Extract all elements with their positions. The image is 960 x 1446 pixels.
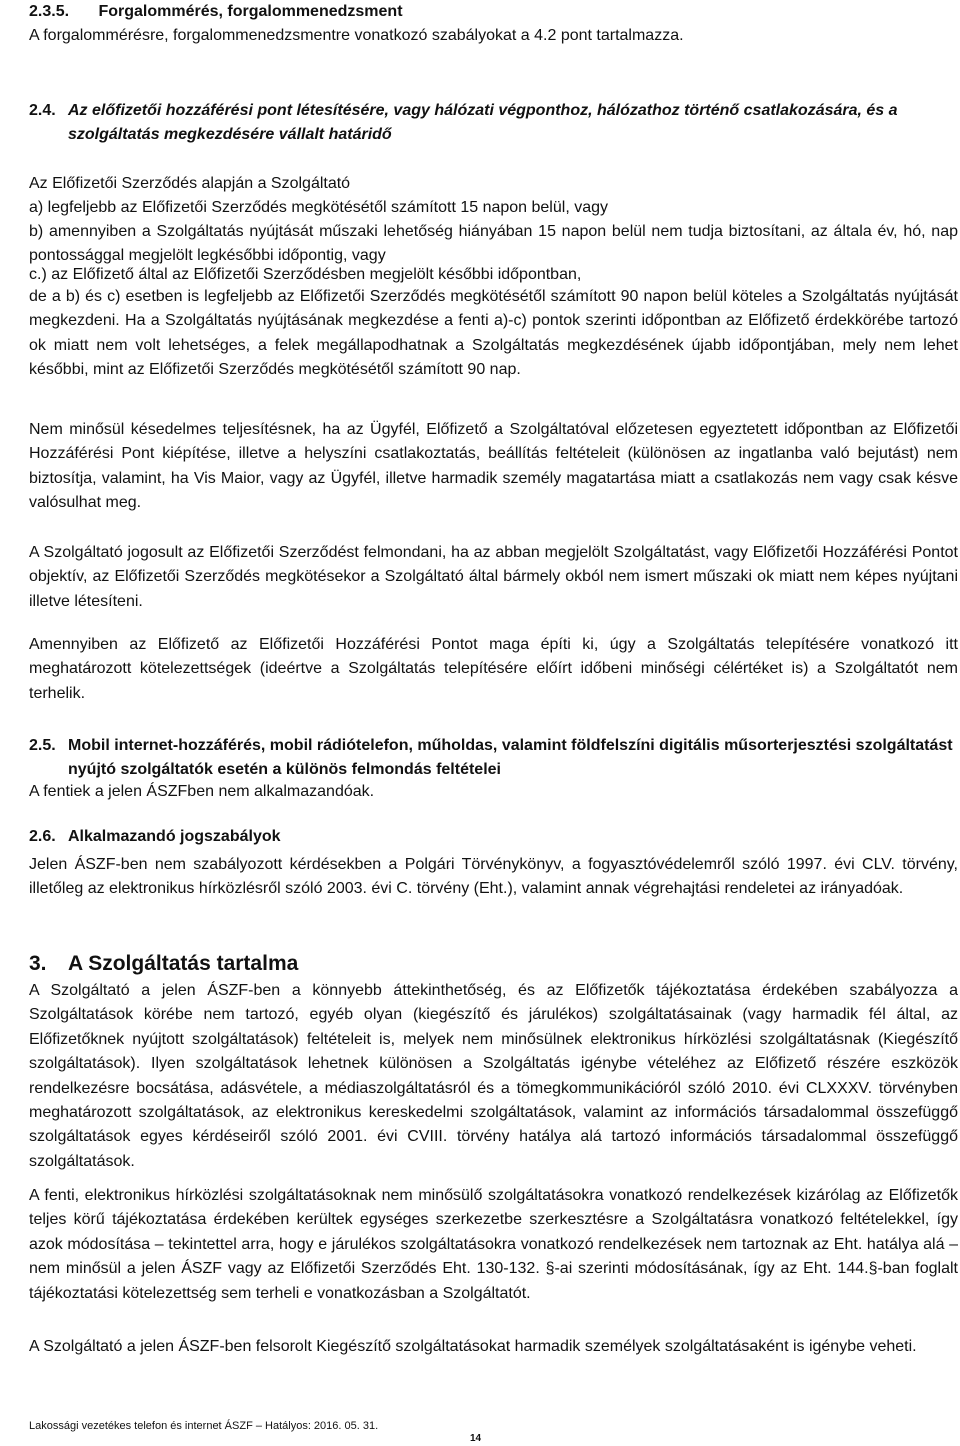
section-title: Forgalommérés, forgalommenedzsment xyxy=(98,3,403,20)
section-2-6-text: Jelen ÁSZF-ben nem szabályozott kérdésekben a Polgári Törvénykönyv, a fogyasztóvédelemről szóló 1997. évi CLV. törvény, illetőleg az elektronikus hírközlésről szóló 2003. évi C. törvény (Eht.), valamint annak végrehajtási rendeletei az irányadóak. xyxy=(29,856,958,898)
footer-text: Lakossági vezetékes telefon és internet ÁSZF – Hatályos: 2016. 05. 31. xyxy=(29,1420,379,1432)
section-3-paragraph-3: A Szolgáltató a jelen ÁSZF-ben felsorolt Kiegészítő szolgáltatásokat harmadik személyek szolgáltatásaként is igénybe veheti. xyxy=(29,1338,917,1355)
section-2-5-number: 2.5. xyxy=(29,737,56,754)
section-2-4-number: 2.4. xyxy=(29,102,56,119)
item-c: c.) az Előfizető által az Előfizetői Szerződésben megjelölt későbbi időpontban, xyxy=(29,266,582,283)
section-2-3-5-text: A forgalommérésre, forgalommenedzsmentre vonatkozó szabályokat a 4.2 pont tartalmazza. xyxy=(29,27,684,44)
paragraph-self-build: Amennyiben az Előfizető az Előfizetői Hozzáférési Pontot maga építi ki, úgy a Szolgáltatás telepítésére vonatkozó itt meghatározott kötelezettségek (ideértve a Szolgáltatás telepítésére előírt időbeni minőségi célértéket is) a Szolgáltatót nem terhelik. xyxy=(29,636,958,702)
section-3-title: A Szolgáltatás tartalma xyxy=(68,952,299,975)
section-2-6-number: 2.6. xyxy=(29,828,56,845)
item-c-continuation: de a b) és c) esetben is legfeljebb az Előfizetői Szerződés megkötésétől számított 90 napon belül köteles a Szolgáltatás nyújtását megkezdeni. Ha a Szolgáltatás nyújtásának megkezdése a fenti a)-c) pontok szerinti időpontban az Előfizető érdekkörébe tartozó ok miatt nem volt lehetséges, a felek megállapodhatnak a Szolgáltatás megkezdésének újabb időpontjában, mely nem lehet későbbi, mint az Előfizetői Szerződés megkötésétől számított 90 nap. xyxy=(29,288,958,379)
section-2-6-title: Alkalmazandó jogszabályok xyxy=(68,828,281,845)
section-3-paragraph-1: A Szolgáltató a jelen ÁSZF-ben a könnyebb áttekinthetőség, és az Előfizetők tájékoztatása érdekében szabályozza a Szolgáltatások körébe nem tartozó, egyéb olyan (kiegészítő és járulékos) szolgáltatásainak (vagy harmadik fél által, az Előfizetőknek nyújtott szolgáltatások) feltételeit is, melyek nem minősülnek elektronikus hírközlési szolgáltatásnak (Kiegészítő szolgáltatások). Ilyen szolgáltatások lehetnek különösen a Szolgáltatás igénybe vételéhez az Előfizető részére eszközök rendelkezésre bocsátása, adásvétele, a médiaszolgáltatásról és a tömegkommunikációról szóló 2010. évi CLXXXV. törvényben meghatározott szolgáltatások, az elektronikus kereskedelmi szolgáltatások, valamint az információs társadalommal összefüggő szolgáltatások egyes kérdéseiről szóló 2001. évi CVIII. törvény hatálya alá tartozó információs társadalommal összefüggő szolgáltatások. xyxy=(29,982,958,1170)
paragraph-late-performance: Nem minősül késedelmes teljesítésnek, ha az Ügyfél, Előfizető a Szolgáltatóval előzetesen egyeztetett időpontban az Előfizetői Hozzáférési Pont kiépítése, illetve a helyszíni csatlakoztatás, beállítás feltételeit (különösen az ingatlanba való bejutást) nem biztosítja, valamint, ha Vis Maior, vagy az Ügyfél, illetve harmadik személy magatartása miatt a csatlakozás nem vagy csak késve valósulhat meg. xyxy=(29,421,958,512)
page-number: 14 xyxy=(470,1433,482,1444)
section-2-5-text: A fentiek a jelen ÁSZFben nem alkalmazandóak. xyxy=(29,783,375,800)
section-3-number: 3. xyxy=(29,952,47,975)
item-a: a) legfeljebb az Előfizetői Szerződés megkötésétől számított 15 napon belül, vagy xyxy=(29,199,608,216)
paragraph-termination: A Szolgáltató jogosult az Előfizetői Szerződést felmondani, ha az abban megjelölt Szolgáltatást, vagy Előfizetői Hozzáférési Pontot objektív, az Előfizetői Szerződés megkötésekor a Szolgáltató által bármely okból nem ismert műszaki ok miatt nem képes nyújtani illetve létesíteni. xyxy=(29,544,958,610)
section-2-4-intro: Az Előfizetői Szerződés alapján a Szolgáltató xyxy=(29,175,351,192)
section-2-4-title: Az előfizetői hozzáférési pont létesítésére, vagy hálózati végponthoz, hálózathoz történő csatlakozására, és a szolgáltatás megkezdésére vállalt határidő xyxy=(68,102,898,143)
section-number: 2.3.5. xyxy=(29,3,70,20)
section-2-5-title: Mobil internet-hozzáférés, mobil rádiótelefon, műholdas, valamint földfelszíni digitális műsorterjesztési szolgáltatást nyújtó szolgáltatók esetén a különös felmondás feltételei xyxy=(68,737,953,778)
section-3-paragraph-2: A fenti, elektronikus hírközlési szolgáltatásoknak nem minősülő szolgáltatásokra vonatkozó rendelkezések kizárólag az Előfizetők teljes körű tájékoztatása érdekében kerültek egységes szerkezetbe szerkesztésre a Szolgáltatásra vonatkozó feltételekkel, így azok módosítása – tekintettel arra, hogy e járulékos szolgáltatásokra vonatkozó rendelkezések nem tartoznak az Eht. hatálya alá – nem minősül a jelen ÁSZF vagy az Előfizetői Szerződés Eht. 130-132. §-ai szerinti módosításának, így az Eht. 144.§-ban foglalt tájékoztatási kötelezettség sem terheli e vonatkozásban a Szolgáltatót. xyxy=(29,1187,958,1302)
item-b: b) amennyiben a Szolgáltatás nyújtását műszaki lehetőség hiányában 15 napon belül nem tudja biztosítani, az általa év, hó, nap pontossággal megjelölt legkésőbbi időpontig, vagy xyxy=(29,223,958,265)
section-2-3-5-heading xyxy=(29,0,958,24)
